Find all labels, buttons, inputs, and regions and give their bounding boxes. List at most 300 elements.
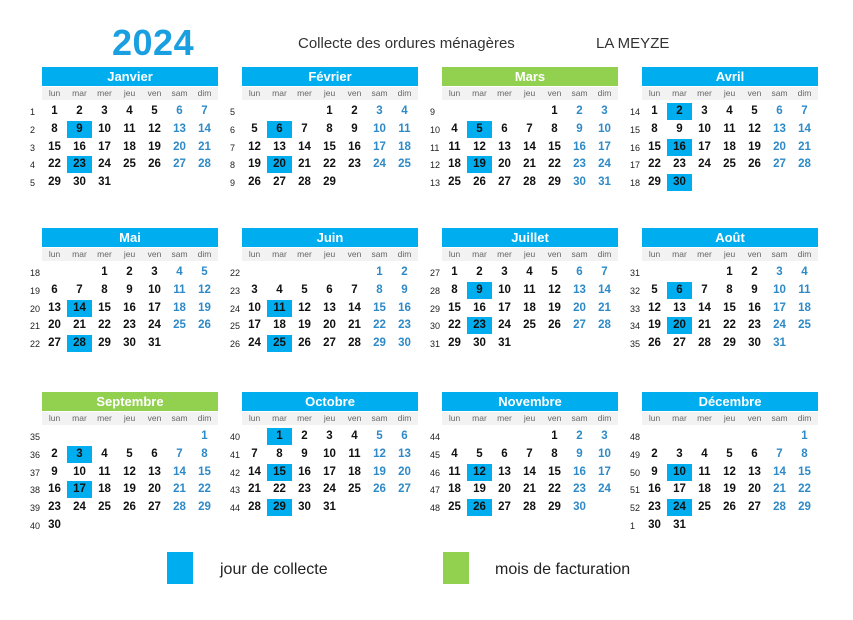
- calendar-day: 29: [373, 337, 386, 350]
- weekday-label: lun: [48, 88, 61, 98]
- weekday-label: sam: [771, 88, 788, 98]
- calendar-day: 30: [648, 519, 661, 531]
- calendar-day: 8: [551, 447, 558, 460]
- calendar-day: 9: [576, 447, 583, 460]
- calendar-day: 22: [798, 483, 811, 496]
- weekday-label: jeu: [723, 413, 736, 423]
- weekday-label: dim: [197, 88, 212, 98]
- weekday-label: dim: [397, 249, 412, 259]
- calendar-day: 18: [398, 140, 411, 153]
- calendar-day: 17: [98, 140, 111, 153]
- calendar-day: 21: [73, 319, 86, 332]
- calendar-day: 10: [98, 122, 111, 135]
- calendar-day: 15: [648, 140, 661, 153]
- calendar-day: 2: [126, 266, 133, 278]
- calendar-day: 5: [301, 283, 308, 296]
- calendar-day: 23: [348, 158, 361, 171]
- weekday-label: sam: [171, 413, 188, 423]
- calendar-day: 22: [98, 319, 111, 332]
- weekday-label: mer: [297, 88, 312, 98]
- calendar-day: 8: [801, 447, 808, 460]
- calendar-day: 19: [473, 483, 486, 496]
- week-number: 18: [30, 268, 41, 278]
- calendar-day: 15: [198, 465, 211, 478]
- calendar-day: 13: [573, 283, 586, 296]
- collection-day: 26: [467, 499, 492, 516]
- week-number: 20: [30, 303, 41, 314]
- calendar-day: 29: [548, 501, 561, 514]
- calendar-day: 8: [326, 122, 333, 135]
- calendar-day: 7: [351, 283, 358, 296]
- calendar-day: 24: [598, 158, 611, 171]
- calendar-day: 9: [576, 122, 583, 135]
- calendar-day: 21: [598, 301, 611, 314]
- calendar-day: 22: [648, 158, 661, 171]
- calendar-day: 15: [548, 465, 561, 478]
- calendar-day: 20: [773, 140, 786, 153]
- week-number: 26: [230, 339, 241, 350]
- weekday-label: jeu: [323, 88, 336, 98]
- calendar-day: 11: [798, 283, 811, 296]
- weekday-label: dim: [797, 88, 812, 98]
- calendar-day: 8: [51, 122, 58, 135]
- calendar-day: 15: [373, 301, 386, 314]
- calendar-day: 24: [698, 158, 711, 171]
- weekday-label: mar: [672, 249, 687, 259]
- calendar-day: 4: [351, 430, 358, 442]
- calendar-day: 11: [698, 465, 711, 478]
- calendar-day: 20: [148, 483, 161, 496]
- week-number: 28: [430, 285, 441, 296]
- calendar-day: 1: [451, 266, 458, 278]
- month-title: Septembre: [42, 392, 218, 411]
- calendar-day: 13: [673, 301, 686, 314]
- calendar-day: 24: [598, 483, 611, 496]
- weekday-label: dim: [197, 249, 212, 259]
- calendar-day: 12: [373, 447, 386, 460]
- calendar-day: 17: [323, 465, 336, 478]
- calendar-day: 6: [501, 447, 508, 460]
- calendar-day: 14: [173, 465, 186, 478]
- calendar-day: 7: [776, 447, 783, 460]
- calendar-day: 4: [526, 266, 533, 278]
- weekday-label: mer: [297, 413, 312, 423]
- weekday-label: ven: [147, 88, 162, 98]
- month-2: [430, 67, 626, 227]
- month-0: [30, 67, 226, 227]
- calendar-day: 24: [773, 319, 786, 332]
- calendar-day: 3: [251, 283, 258, 296]
- calendar-day: 7: [76, 283, 83, 296]
- collection-day: 16: [667, 139, 692, 156]
- week-number: 5: [230, 107, 236, 117]
- calendar-day: 2: [751, 266, 758, 278]
- calendar-day: 28: [598, 319, 611, 332]
- week-number: 9: [230, 178, 236, 189]
- weekday-label: mer: [497, 88, 512, 98]
- weekday-label: lun: [248, 249, 261, 259]
- collection-day: 25: [267, 335, 292, 352]
- week-number: 52: [630, 503, 641, 514]
- collection-day: 6: [267, 121, 292, 138]
- week-number: 35: [630, 339, 641, 350]
- calendar-day: 6: [176, 105, 183, 117]
- weekday-label: ven: [347, 413, 362, 423]
- month-9: [230, 392, 426, 552]
- calendar-day: 25: [698, 501, 711, 514]
- calendar-day: 23: [748, 319, 761, 332]
- month-8: [30, 392, 226, 552]
- calendar-day: 27: [48, 337, 61, 350]
- calendar-day: 25: [123, 158, 136, 171]
- week-number: 22: [30, 339, 41, 350]
- calendar-day: 31: [673, 519, 686, 531]
- collection-day: 20: [667, 317, 692, 334]
- week-number: 1: [30, 107, 36, 117]
- calendar-day: 14: [523, 465, 536, 478]
- calendar-day: 4: [176, 266, 183, 278]
- weekday-label: sam: [571, 249, 588, 259]
- calendar-day: 31: [148, 337, 161, 350]
- calendar-day: 7: [701, 283, 708, 296]
- calendar-day: 27: [398, 483, 411, 496]
- calendar-day: 9: [301, 447, 308, 460]
- calendar-day: 21: [348, 319, 361, 332]
- weekday-label: dim: [597, 413, 612, 423]
- calendar-day: 4: [451, 122, 458, 135]
- calendar-day: 22: [373, 319, 386, 332]
- week-number: 16: [630, 142, 641, 153]
- weekday-label: dim: [797, 413, 812, 423]
- calendar-day: 16: [748, 301, 761, 314]
- weekday-label: mar: [272, 88, 287, 98]
- calendar-day: 9: [351, 122, 358, 135]
- calendar-day: 9: [676, 122, 683, 135]
- calendar-day: 28: [523, 176, 536, 189]
- calendar-day: 9: [126, 283, 133, 296]
- calendar-day: 1: [726, 266, 733, 278]
- week-number: 4: [30, 160, 36, 171]
- calendar-day: 25: [448, 176, 461, 189]
- calendar-day: 29: [323, 176, 336, 189]
- weekday-label: mar: [72, 413, 87, 423]
- calendar-day: 4: [726, 105, 733, 117]
- weekday-label: mar: [472, 249, 487, 259]
- calendar-day: 3: [326, 430, 333, 442]
- weekday-label: lun: [648, 249, 661, 259]
- calendar-day: 9: [651, 465, 658, 478]
- calendar-day: 8: [276, 447, 283, 460]
- calendar-day: 11: [348, 447, 361, 460]
- calendar-day: 3: [376, 105, 383, 117]
- month-title: Mars: [442, 67, 618, 86]
- calendar-day: 26: [123, 501, 136, 514]
- calendar-day: 12: [298, 301, 311, 314]
- week-number: 3: [30, 142, 36, 153]
- calendar-day: 23: [573, 483, 586, 496]
- weekday-label: ven: [547, 249, 562, 259]
- weekday-label: mer: [97, 413, 112, 423]
- week-number: 15: [630, 124, 641, 135]
- calendar-day: 21: [198, 140, 211, 153]
- week-number: 21: [30, 321, 41, 332]
- weekday-label: mar: [72, 249, 87, 259]
- calendar-day: 29: [48, 176, 61, 189]
- calendar-day: 7: [526, 122, 533, 135]
- calendar-day: 30: [748, 337, 761, 350]
- week-number: 12: [430, 160, 441, 171]
- calendar-day: 8: [201, 447, 208, 460]
- weekday-label: ven: [147, 413, 162, 423]
- calendar-day: 27: [323, 337, 336, 350]
- calendar-day: 18: [173, 301, 186, 314]
- weekday-label: sam: [371, 88, 388, 98]
- calendar-day: 2: [301, 430, 308, 442]
- calendar-day: 26: [148, 158, 161, 171]
- calendar-day: 26: [198, 319, 211, 332]
- week-number: 2: [30, 124, 36, 135]
- calendar-day: 1: [551, 430, 558, 442]
- calendar-day: 6: [776, 105, 783, 117]
- week-number: 45: [430, 449, 441, 460]
- week-number: 44: [230, 503, 241, 514]
- calendar-day: 8: [651, 122, 658, 135]
- weekday-label: mar: [472, 413, 487, 423]
- calendar-day: 7: [601, 266, 608, 278]
- calendar-day: 8: [451, 283, 458, 296]
- calendar-day: 18: [123, 140, 136, 153]
- weekday-label: lun: [248, 88, 261, 98]
- calendar-day: 5: [126, 447, 133, 460]
- calendar-day: 29: [723, 337, 736, 350]
- calendar-day: 25: [348, 483, 361, 496]
- calendar-day: 10: [698, 122, 711, 135]
- week-number: 44: [430, 432, 441, 442]
- week-number: 7: [230, 142, 236, 153]
- calendar-day: 1: [326, 105, 333, 117]
- weekday-label: sam: [571, 88, 588, 98]
- calendar-day: 22: [448, 319, 461, 332]
- calendar-day: 19: [298, 319, 311, 332]
- week-number: 31: [430, 339, 441, 350]
- weekday-label: dim: [597, 88, 612, 98]
- weekday-label: sam: [371, 413, 388, 423]
- calendar-day: 25: [523, 319, 536, 332]
- calendar-day: 20: [173, 140, 186, 153]
- calendar-day: 2: [351, 105, 358, 117]
- calendar-day: 6: [576, 266, 583, 278]
- calendar-day: 11: [448, 465, 461, 478]
- weekday-label: dim: [597, 249, 612, 259]
- calendar-day: 16: [398, 301, 411, 314]
- collection-day: 3: [67, 446, 92, 463]
- collection-day: 15: [267, 464, 292, 481]
- calendar-day: 3: [601, 105, 608, 117]
- calendar-day: 18: [523, 301, 536, 314]
- calendar-day: 13: [498, 465, 511, 478]
- calendar-day: 16: [348, 140, 361, 153]
- weekday-label: dim: [397, 88, 412, 98]
- calendar-day: 14: [198, 122, 211, 135]
- collection-day: 9: [67, 121, 92, 138]
- calendar-day: 5: [201, 266, 208, 278]
- calendar-day: 22: [198, 483, 211, 496]
- collection-day: 30: [667, 174, 692, 191]
- week-number: 40: [30, 521, 41, 531]
- calendar-day: 2: [576, 105, 583, 117]
- weekday-label: lun: [248, 413, 261, 423]
- week-number: 35: [30, 432, 41, 442]
- calendar-day: 12: [473, 140, 486, 153]
- calendar-day: 17: [673, 483, 686, 496]
- collection-day: 20: [267, 156, 292, 173]
- calendar-day: 4: [276, 283, 283, 296]
- week-number: 46: [430, 467, 441, 478]
- week-number: 50: [630, 467, 641, 478]
- calendar-day: 29: [98, 337, 111, 350]
- calendar-day: 24: [148, 319, 161, 332]
- calendar-year: 2024: [112, 22, 195, 63]
- calendar-day: 18: [273, 319, 286, 332]
- collection-day: 23: [467, 317, 492, 334]
- week-number: 38: [30, 485, 41, 496]
- weekday-label: ven: [347, 88, 362, 98]
- week-number: 10: [430, 124, 441, 135]
- calendar-day: 19: [123, 483, 136, 496]
- calendar-day: 27: [773, 158, 786, 171]
- weekday-label: ven: [547, 88, 562, 98]
- collection-day: 5: [467, 121, 492, 138]
- weekday-label: ven: [747, 88, 762, 98]
- calendar-day: 23: [123, 319, 136, 332]
- calendar-day: 14: [523, 140, 536, 153]
- calendar-day: 6: [401, 430, 408, 442]
- calendar-day: 9: [751, 283, 758, 296]
- weekday-label: jeu: [523, 249, 536, 259]
- calendar-day: 3: [701, 105, 708, 117]
- calendar-day: 27: [173, 158, 186, 171]
- calendar-day: 1: [376, 266, 383, 278]
- calendar-day: 13: [48, 301, 61, 314]
- calendar-day: 2: [576, 430, 583, 442]
- calendar-day: 5: [376, 430, 383, 442]
- calendar-day: 31: [598, 176, 611, 189]
- calendar-day: 11: [398, 122, 411, 135]
- calendar-day: 23: [673, 158, 686, 171]
- weekday-label: sam: [171, 249, 188, 259]
- collection-day: 29: [267, 499, 292, 516]
- calendar-day: 15: [48, 140, 61, 153]
- month-1: [230, 67, 426, 227]
- calendar-day: 16: [573, 140, 586, 153]
- calendar-day: 26: [248, 176, 261, 189]
- calendar-day: 6: [151, 447, 158, 460]
- month-title: Octobre: [242, 392, 418, 411]
- weekday-label: lun: [48, 413, 61, 423]
- month-10: [430, 392, 626, 552]
- collection-day: 28: [67, 335, 92, 352]
- calendar-day: 21: [523, 158, 536, 171]
- calendar-day: 26: [473, 176, 486, 189]
- calendar-day: 13: [398, 447, 411, 460]
- calendar-day: 19: [723, 483, 736, 496]
- week-number: 48: [430, 503, 441, 514]
- calendar-day: 14: [348, 301, 361, 314]
- calendar-day: 23: [398, 319, 411, 332]
- calendar-day: 19: [548, 301, 561, 314]
- calendar-day: 25: [173, 319, 186, 332]
- calendar-day: 18: [98, 483, 111, 496]
- calendar-day: 14: [298, 140, 311, 153]
- month-5: [230, 228, 426, 388]
- calendar-day: 20: [48, 319, 61, 332]
- calendar-day: 4: [126, 105, 133, 117]
- calendar-day: 26: [648, 337, 661, 350]
- calendar-day: 14: [798, 122, 811, 135]
- calendar-day: 15: [448, 301, 461, 314]
- calendar-day: 12: [748, 122, 761, 135]
- calendar-day: 7: [301, 122, 308, 135]
- weekday-label: jeu: [323, 413, 336, 423]
- weekday-label: mer: [697, 88, 712, 98]
- weekday-label: dim: [397, 413, 412, 423]
- calendar-day: 11: [523, 283, 536, 296]
- calendar-day: 22: [548, 158, 561, 171]
- collection-day: 12: [467, 464, 492, 481]
- calendar-day: 16: [48, 483, 61, 496]
- calendar-day: 25: [448, 501, 461, 514]
- weekday-label: sam: [171, 88, 188, 98]
- calendar-day: 9: [401, 283, 408, 296]
- legend-collection-label: jour de collecte: [220, 561, 328, 578]
- week-number: 31: [630, 268, 641, 278]
- calendar-day: 30: [48, 519, 61, 531]
- calendar-day: 12: [723, 465, 736, 478]
- collection-day: 24: [667, 499, 692, 516]
- calendar-day: 22: [548, 483, 561, 496]
- weekday-label: jeu: [523, 413, 536, 423]
- calendar-day: 12: [148, 122, 161, 135]
- calendar-day: 3: [501, 266, 508, 278]
- calendar-day: 17: [773, 301, 786, 314]
- calendar-day: 23: [48, 501, 61, 514]
- weekday-label: mar: [672, 413, 687, 423]
- calendar-day: 28: [198, 158, 211, 171]
- calendar-day: 6: [751, 447, 758, 460]
- calendar-day: 31: [498, 337, 511, 350]
- calendar-day: 11: [98, 465, 111, 478]
- calendar-day: 17: [498, 301, 511, 314]
- calendar-day: 15: [323, 140, 336, 153]
- week-number: 51: [630, 485, 641, 496]
- calendar-day: 16: [473, 301, 486, 314]
- weekday-label: ven: [347, 249, 362, 259]
- calendar-day: 18: [448, 483, 461, 496]
- calendar-day: 22: [273, 483, 286, 496]
- calendar-day: 25: [798, 319, 811, 332]
- calendar-day: 22: [323, 158, 336, 171]
- calendar-day: 12: [248, 140, 261, 153]
- calendar-day: 28: [298, 176, 311, 189]
- calendar-day: 7: [251, 447, 258, 460]
- calendar-day: 24: [98, 158, 111, 171]
- calendar-day: 14: [773, 465, 786, 478]
- weekday-label: mar: [672, 88, 687, 98]
- calendar-day: 9: [51, 465, 58, 478]
- week-number: 11: [430, 142, 440, 153]
- calendar-day: 17: [373, 140, 386, 153]
- calendar-day: 16: [648, 483, 661, 496]
